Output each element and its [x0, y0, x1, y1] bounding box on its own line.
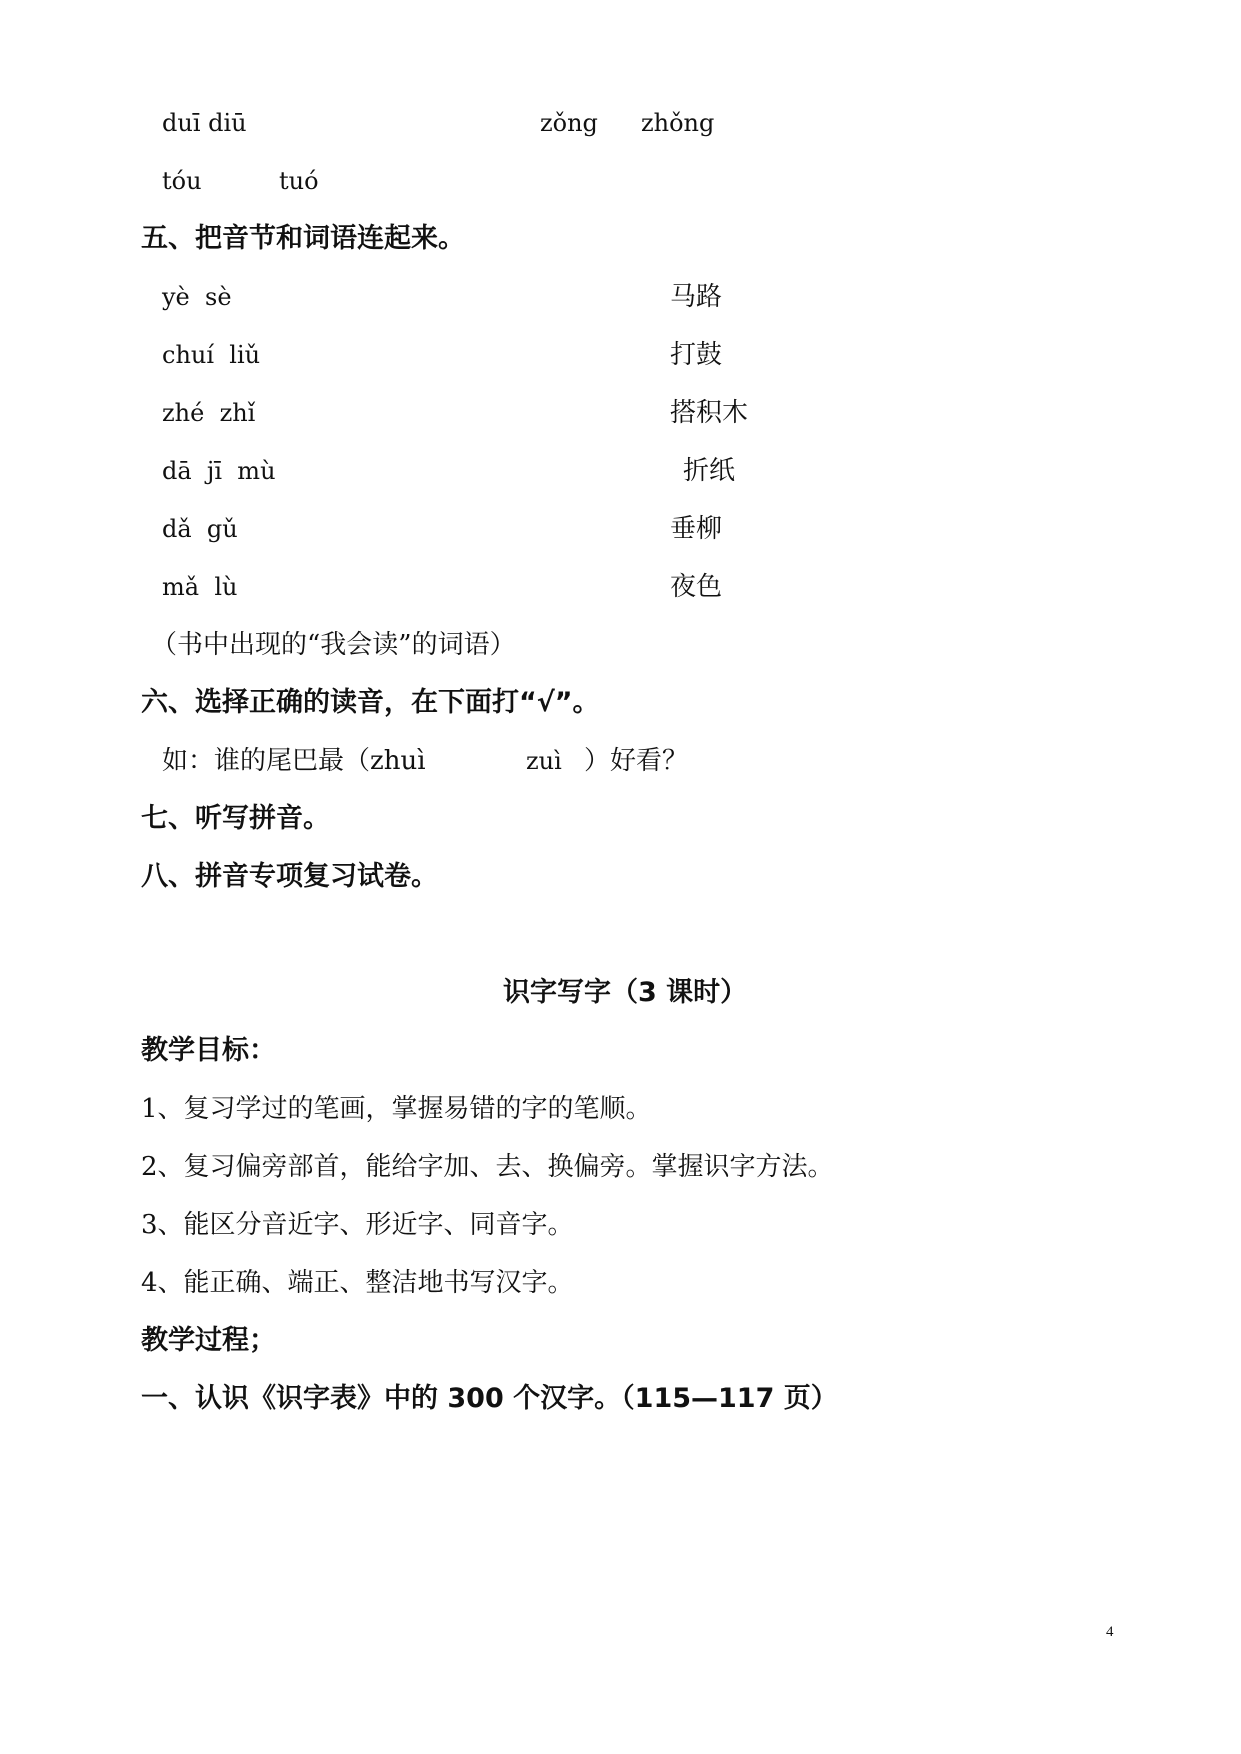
note-text: （书中出现的“我会读”的词语） — [151, 630, 516, 660]
match-word: 打鼓 — [670, 340, 723, 370]
goal-item: 1、复习学过的笔画，掌握易错的字的笔顺。 — [141, 1094, 652, 1124]
example-option: zuì — [526, 747, 562, 775]
pinyin-text: tuó — [279, 167, 319, 195]
match-word: 搭积木 — [670, 398, 749, 428]
pinyin-text: zhǒng — [641, 109, 715, 137]
goals-heading: 教学目标： — [141, 1035, 276, 1066]
match-pinyin: yè sè — [162, 283, 232, 311]
match-pinyin: dā jī mù — [162, 457, 276, 485]
process-step: 一、认识《识字表》中的 300 个汉字。（115—117 页） — [141, 1383, 838, 1414]
match-word: 马路 — [670, 282, 723, 312]
example-text: 如：谁的尾巴最（zhuì — [162, 746, 426, 776]
lesson-title: 识字写字（3 课时） — [503, 977, 748, 1008]
process-heading: 教学过程； — [141, 1325, 276, 1356]
goal-item: 4、能正确、端正、整洁地书写汉字。 — [141, 1268, 574, 1298]
goal-item: 2、复习偏旁部首，能给字加、去、换偏旁。掌握识字方法。 — [141, 1152, 834, 1182]
match-pinyin: zhé zhǐ — [162, 399, 256, 427]
match-pinyin: dǎ gǔ — [162, 515, 238, 543]
example-suffix: ）好看？ — [584, 746, 689, 776]
match-pinyin: mǎ lù — [162, 573, 238, 601]
pinyin-text: zǒng — [540, 109, 598, 137]
page-number: 4 — [1106, 1624, 1114, 1640]
match-word: 夜色 — [670, 572, 723, 602]
match-word: 折纸 — [683, 456, 736, 486]
section-heading: 七、听写拼音。 — [141, 803, 330, 834]
section-heading: 五、把音节和词语连起来。 — [141, 223, 465, 254]
pinyin-text: tóu — [162, 167, 202, 195]
match-word: 垂柳 — [670, 514, 723, 544]
section-heading: 六、选择正确的读音，在下面打“√”。 — [141, 687, 600, 718]
section-heading: 八、拼音专项复习试卷。 — [141, 861, 438, 892]
goal-item: 3、能区分音近字、形近字、同音字。 — [141, 1210, 574, 1240]
match-pinyin: chuí liǔ — [162, 341, 261, 369]
pinyin-text: duī diū — [162, 109, 247, 137]
